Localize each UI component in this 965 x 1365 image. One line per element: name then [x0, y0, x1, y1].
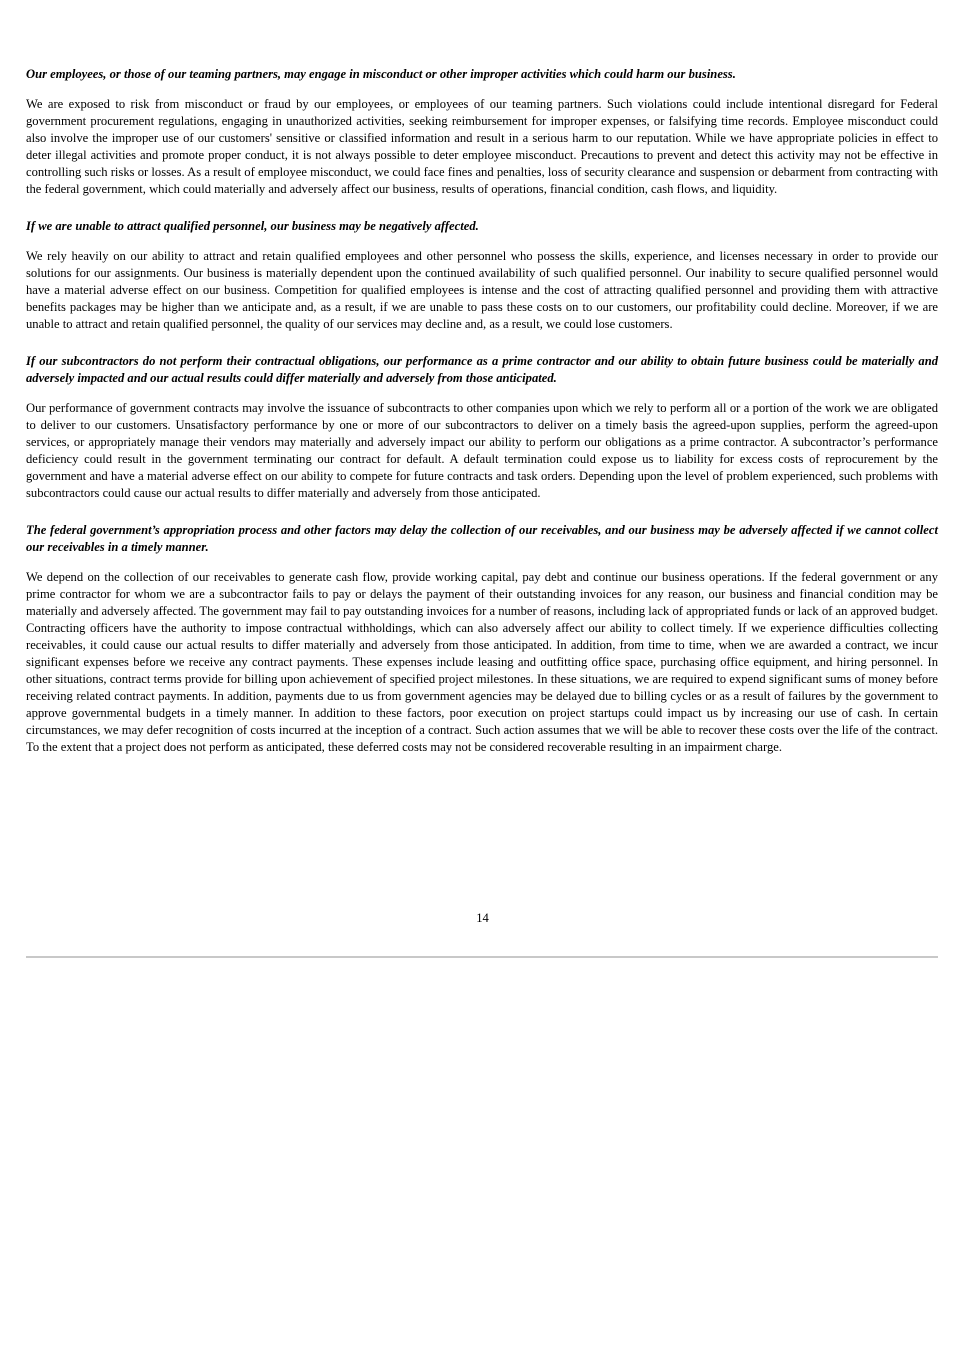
risk-factor-heading-qualified-personnel: If we are unable to attract qualified personnel, our business may be negatively affected.: [26, 219, 479, 233]
risk-factor-heading-receivables: The federal government’s appropriation process and other factors may delay the collection of our receivables, and our business may be adversely affected if we cannot collect our receivables in a timely manner.: [26, 523, 938, 554]
risk-factor-paragraph-subcontractors: Our performance of government contracts may involve the issuance of subcontracts to other companies upon which we rely to perform all or a portion of the work we are obligated to deliver to our customers. Unsatisfactory performance by one or more of our subcontractors to deliver on a timely basis the agreed-upon supplies, perform the agreed-upon services, or appropriately manage their vendors may materially and adversely impact our ability to perform our obligations as a prime contractor. A subcontractor’s performance deficiency could result in the government terminating our contract for default. A default termination could expose us to liability for excess costs of reprocurement by the government and have a material adverse effect on our ability to compete for future contracts and task orders. Depending upon the level of problem experienced, such problems with subcontractors could cause our actual results to differ materially and adversely from those anticipated.: [26, 401, 938, 500]
risk-factor-heading-employee-misconduct: Our employees, or those of our teaming partners, may engage in misconduct or other improper activities which could harm our business.: [26, 67, 736, 81]
page-divider: [26, 956, 938, 958]
risk-factor-paragraph-qualified-personnel: We rely heavily on our ability to attract and retain qualified employees and other personnel who possess the skills, experience, and licenses necessary in order to provide our solutions for our assignments. Our business is materially dependent upon the continued availability of such qualified personnel. Our inability to secure qualified personnel would have a material adverse effect on our business. Competition for qualified employees is intense and the cost of attracting qualified personnel and providing them with attractive benefits packages may be higher than we anticipate and, as a result, if we are unable to pass these costs on to our customers, our profitability could decline. Moreover, if we are unable to attract and retain qualified personnel, the quality of our services may decline and, as a result, we could lose customers.: [26, 249, 938, 331]
risk-factor-paragraph-receivables: We depend on the collection of our receivables to generate cash flow, provide working capital, pay debt and continue our business operations. If the federal government or any prime contractor for whom we are a subcontractor fails to pay or delays the payment of their outstanding invoices for any reason, our business and financial condition may be materially and adversely affected. The government may fail to pay outstanding invoices for a number of reasons, including lack of appropriated funds or lack of an approved budget. Contracting officers have the authority to impose contractual withholdings, which can also adversely affect our ability to collect timely. If we experience difficulties collecting receivables, it could cause our actual results to differ materially and adversely from those anticipated. In addition, from time to time, when we are awarded a contract, we incur significant expenses before we receive any contract payments. These expenses include leasing and outfitting office space, purchasing office equipment, and hiring personnel. In other situations, contract terms provide for billing upon achievement of specified project milestones. In these situations, we are required to expend significant sums of money before receiving related contract payments. In addition, payments due to us from government agencies may be delayed due to billing cycles or as a result of failures by the government to approve governmental budgets in a timely manner. In addition to these factors, poor execution on project startups could impact us by increasing our use of cash. In certain circumstances, we may defer recognition of costs incurred at the inception of a contract. Such action assumes that we will be able to recover these costs over the life of the contract. To the extent that a project does not perform as anticipated, these deferred costs may not be considered recoverable resulting in an impairment charge.: [26, 570, 938, 754]
risk-factor-paragraph-employee-misconduct: We are exposed to risk from misconduct or fraud by our employees, or employees of our teaming partners. Such violations could include intentional disregard for Federal government procurement regulations, engaging in unauthorized activities, seeking reimbursement for improper expenses, or falsifying time records. Employee misconduct could also involve the improper use of our customers' sensitive or classified information and result in a serious harm to our reputation. While we have appropriate policies in effect to deter illegal activities and promote proper conduct, it is not always possible to deter employee misconduct. Precautions to prevent and detect this activity may not be effective in controlling such risks or losses. As a result of employee misconduct, we could face fines and penalties, loss of security clearance and suspension or debarment from contracting with the federal government, which could materially and adversely affect our business, results of operations, financial condition, cash flows, and liquidity.: [26, 97, 938, 196]
risk-factor-heading-subcontractors: If our subcontractors do not perform their contractual obligations, our performance as a prime contractor and our ability to obtain future business could be materially and adversely impacted and our actual results could differ materially and adversely from those anticipated.: [26, 354, 938, 385]
page-number: 14: [476, 911, 489, 925]
document-page: [26, 66, 938, 776]
